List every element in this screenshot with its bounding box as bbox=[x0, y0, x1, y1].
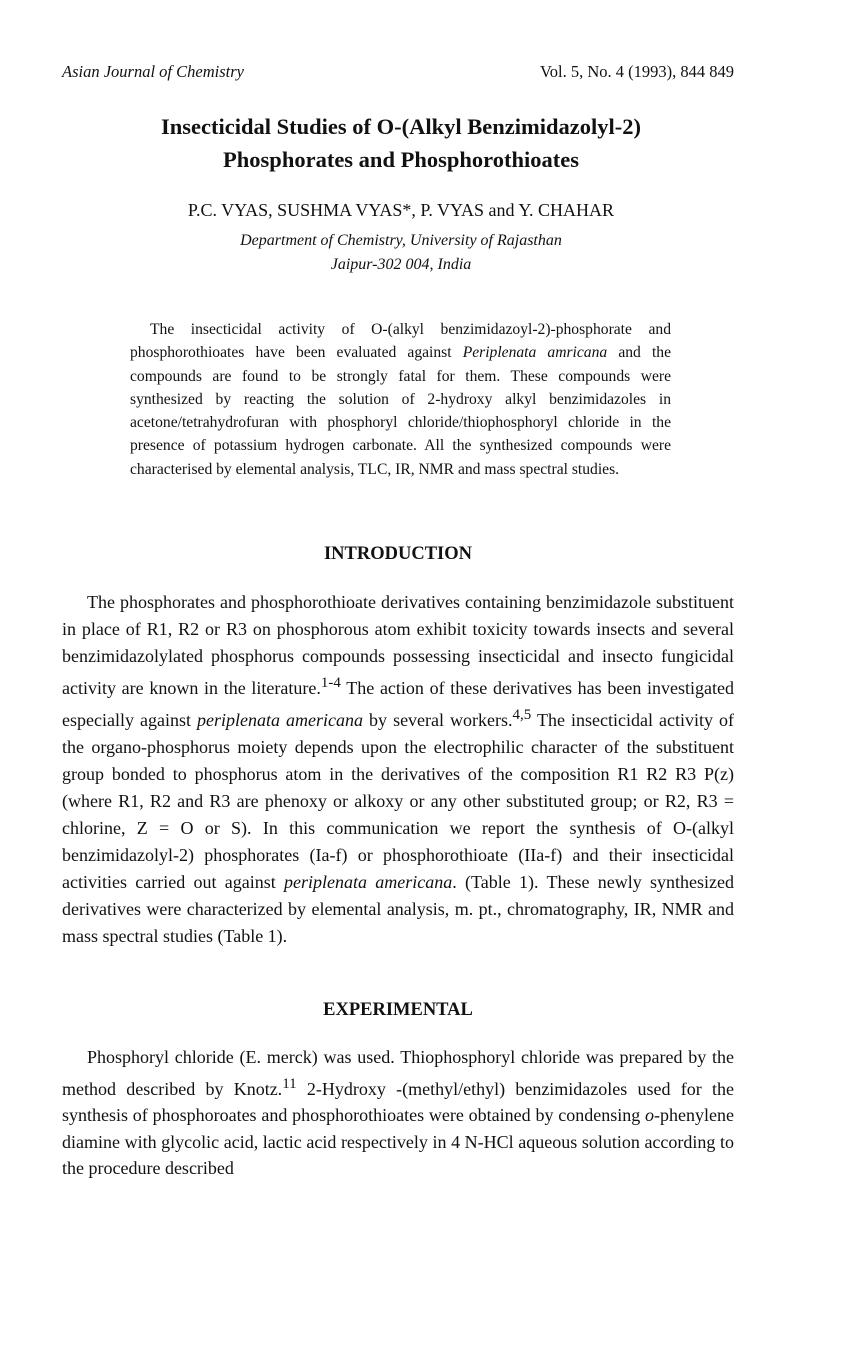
exp-ortho: o bbox=[645, 1105, 655, 1125]
intro-text-4: on phosphorous atom exhibit toxicity towards insects and several benzimidazolylated phosphorus compounds possessing insecticidal and insecto fungicidal activity are known in the literature. bbox=[62, 619, 735, 698]
abstract-species: Periplenata amricana bbox=[462, 344, 608, 362]
intro-r2: R2 bbox=[178, 619, 200, 639]
abstract-text-1: The insecticidal activity of O-(alkyl benzimidazoyl-2)-phosphorate and phosphorothioates have been evaluated against bbox=[130, 321, 671, 362]
abstract-text-2: and the compounds are found to be strongly fatal for them. These compounds were synthesized by reacting the solution of 2-hydroxy alkyl benzimidazoles in acetone/tetrahydrofuran with phosphoryl chloride/thiophosphoryl chloride in the presence of potassium hydrogen carbonate. All the synthesized compounds were characterised by elemental analysis, TLC, IR, NMR and mass spectral studies. bbox=[130, 344, 671, 478]
intro-text-8: . (Table 1). These newly synthesized derivatives were characterized by elemental analysis, m. pt., chromatography, IR, NMR and mass spectral studies (Table 1). bbox=[62, 872, 734, 946]
article-title bbox=[80, 110, 722, 176]
introduction-paragraph bbox=[62, 589, 734, 950]
exp-text-2: 2-Hydroxy -(methyl/ethyl) benzimidazoles used for the synthesis of phosphoroates and phosphorothioates were obtained by condensing bbox=[62, 1078, 734, 1125]
experimental-paragraph bbox=[62, 1044, 734, 1182]
citation-11: 11 bbox=[282, 1075, 297, 1092]
intro-species-1: periplenata americana bbox=[197, 710, 364, 730]
citation-4-5: 4,5 bbox=[512, 707, 532, 723]
author-list: P.C. VYAS, SUSHMA VYAS*, P. VYAS and Y. CHAHAR bbox=[187, 200, 615, 220]
introduction-heading: INTRODUCTION bbox=[323, 544, 473, 564]
abstract bbox=[130, 318, 671, 481]
title-line-1: Insecticidal Studies of O-(Alkyl Benzimidazolyl-2) bbox=[161, 114, 641, 139]
exp-text-3: -phenylene diamine with glycolic acid, lactic acid respectively in 4 N-HCl aqueous solution according to the procedure described bbox=[62, 1105, 734, 1178]
affiliation-line-1: Department of Chemistry, University of Rajasthan bbox=[240, 232, 562, 249]
intro-text-7: The insecticidal activity of the organo-phosphorus moiety depends upon the electrophilic character of the substituent group bonded to phosphorus atom in the derivatives of the composition R1 R2 R3 P(z) (where R1, R2 and R3 are phenoxy or alkoxy or any other substituted group; or R2, R3 = chlorine, Z = O or S). In this communication we report the synthesis of O-(alkyl benzimidazolyl-2) phosphorates (Ia-f) or phosphorothioate (IIa-f) and their insecticidal activities carried out against bbox=[62, 710, 734, 892]
citation-1-4: 1-4 bbox=[320, 675, 341, 691]
intro-r1: R1 bbox=[146, 619, 168, 639]
intro-text-5: The action of these derivatives has been investigated especially against bbox=[62, 678, 734, 730]
intro-r3: R3 bbox=[225, 619, 247, 639]
intro-text-3: or bbox=[199, 619, 226, 639]
exp-text-1: Phosphoryl chloride (E. merck) was used. Thiophosphoryl chloride was prepared by the method described by Knotz. bbox=[62, 1047, 734, 1099]
intro-species-2: periplenata americana bbox=[284, 872, 453, 892]
intro-text-2: , bbox=[167, 619, 179, 639]
journal-name: Asian Journal of Chemistry bbox=[62, 62, 244, 81]
volume-info: Vol. 5, No. 4 (1993), 844 849 bbox=[539, 62, 734, 81]
running-header bbox=[62, 62, 734, 82]
experimental-heading: EXPERIMENTAL bbox=[323, 1000, 473, 1020]
intro-text-6: by several workers. bbox=[363, 710, 513, 730]
intro-text-1: The phosphorates and phosphorothioate derivatives containing benzimidazole substituent in place of bbox=[62, 592, 734, 639]
title-line-2: Phosphorates and Phosphorothioates bbox=[223, 147, 579, 172]
affiliation-line-2: Jaipur-302 004, India bbox=[330, 256, 472, 273]
affiliation bbox=[80, 229, 722, 277]
